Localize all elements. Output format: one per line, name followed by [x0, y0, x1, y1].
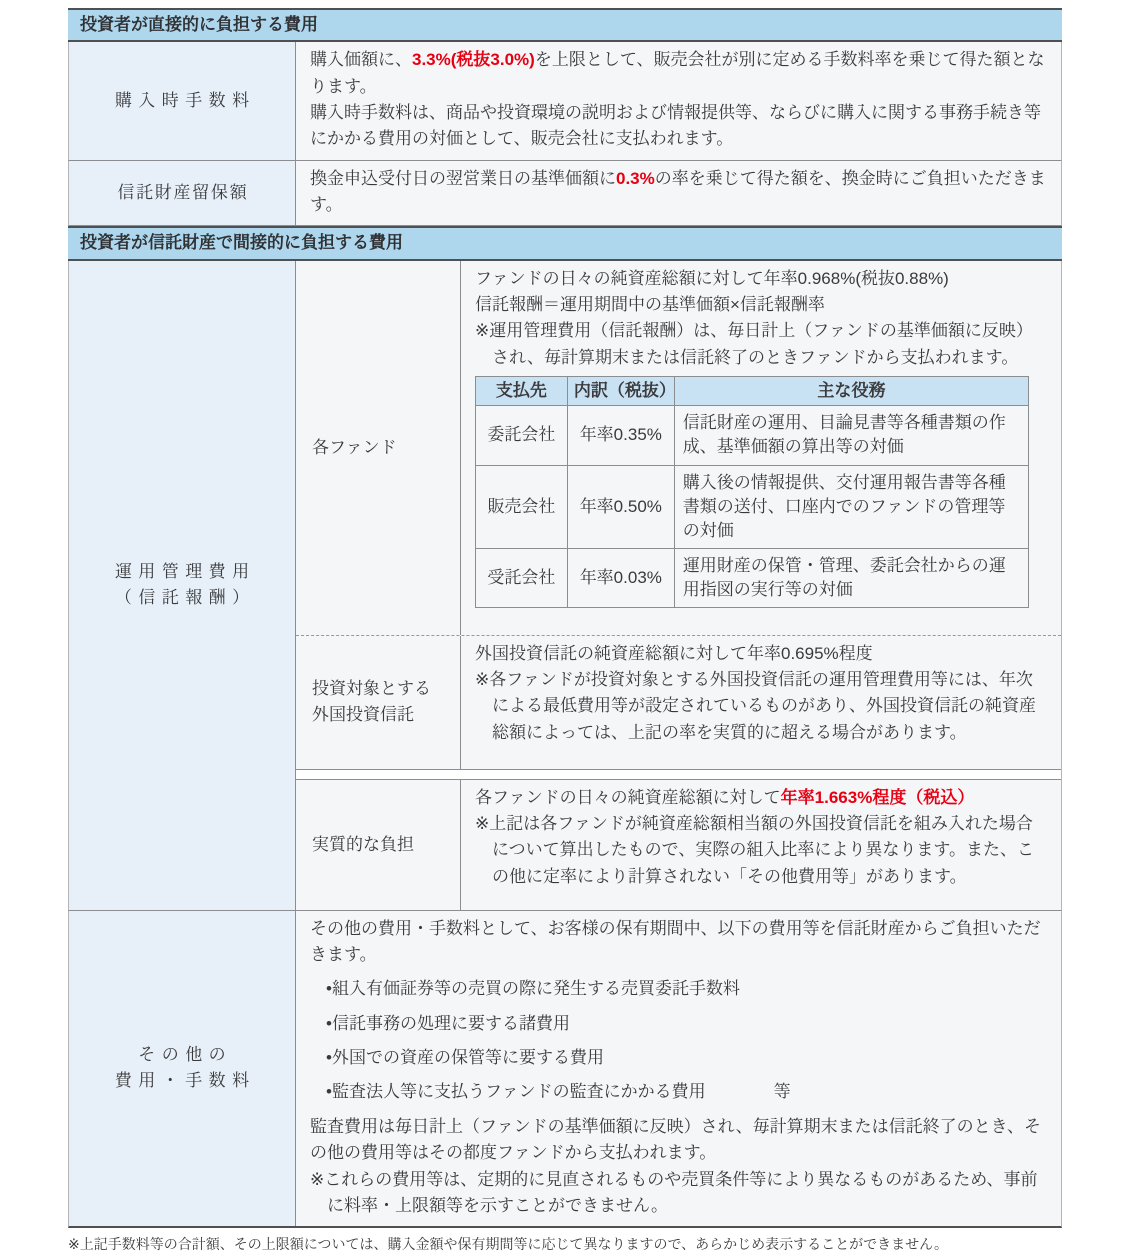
breakdown-header-payee: 支払先 [476, 377, 568, 406]
management-fee-detail-region [296, 261, 1061, 910]
breakdown-payee: 販売会社 [476, 465, 568, 548]
purchase-fee-rate-highlight: 3.3%(税抜3.0%) [412, 50, 535, 70]
effective-burden-label: 実質的な負担 [312, 834, 414, 854]
management-fee-label-line2: （信託報酬） [114, 588, 256, 608]
breakdown-payee: 受託会社 [476, 548, 568, 607]
other-fees-label-line2: 費用・手数料 [114, 1071, 256, 1091]
effective-burden-text: 各ファンドの日々の純資産総額に対して [475, 787, 781, 807]
breakdown-duty: 運用財産の保管・管理、委託会社からの運用指図の実行等の対価 [674, 548, 1028, 607]
other-fees-label-cell [69, 911, 296, 1226]
row-other-fees [68, 911, 1062, 1228]
effective-burden-label-cell [296, 780, 461, 910]
subrow-each-fund [296, 261, 1061, 635]
other-fees-intro: その他の費用・手数料として、お客様の保有期間中、以下の費用等を信託財産からご負担いただきます。 [310, 918, 1041, 965]
row-retention-amount [68, 161, 1062, 227]
retention-rate-highlight: 0.3% [616, 168, 655, 188]
purchase-fee-label-cell [69, 42, 296, 159]
table-footnote: ※上記手数料等の合計額、その上限額については、購入金額や保有期間等に応じて異なりますので、あらかじめ表示することができません。 [68, 1236, 949, 1253]
breakdown-rate: 年率0.03% [567, 548, 674, 607]
list-item: •信託事務の処理に要する諸費用 [326, 1013, 570, 1033]
breakdown-duty: 信託財産の運用、目論見書等各種書類の作成、基準価額の算出等の対価 [674, 406, 1028, 465]
breakdown-payee: 委託会社 [476, 406, 568, 465]
row-management-fee [68, 261, 1062, 911]
each-fund-line1: ファンドの日々の純資産総額に対して年率0.968%(税抜0.88%) [475, 268, 949, 288]
each-fund-label: 各ファンド [312, 437, 397, 457]
retention-text: の率を乗じて得た額を、換金時にご負担いただきます。 [310, 168, 1046, 215]
other-fees-content [296, 911, 1061, 1226]
other-fees-label-line1: その他の [138, 1045, 233, 1065]
table-row [476, 548, 1029, 607]
fee-breakdown-table [475, 376, 1029, 608]
subrow-effective-burden [296, 780, 1061, 910]
retention-paragraph [310, 166, 1047, 219]
purchase-fee-content [296, 42, 1061, 159]
table-row [476, 406, 1029, 465]
foreign-trust-label-cell [296, 636, 461, 769]
breakdown-header-duty: 主な役務 [674, 377, 1028, 406]
list-item: •外国での資産の保管等に要する費用 [326, 1048, 604, 1068]
purchase-fee-label: 購入時手数料 [114, 90, 256, 110]
retention-label: 信託財産留保額 [117, 182, 249, 202]
purchase-fee-text: 購入価額に、 [310, 50, 412, 70]
management-fee-label-line1: 運用管理費用 [114, 561, 256, 581]
effective-burden-content [461, 780, 1061, 910]
foreign-trust-content [461, 636, 1061, 769]
foreign-trust-line1: 外国投資信託の純資産総額に対して年率0.695%程度 [475, 643, 873, 663]
purchase-fee-paragraph-2: 購入時手数料は、商品や投資環境の説明および情報提供等、ならびに購入に関する事務手続き等にかかる費用の対価として、販売会社に支払われます。 [310, 103, 1041, 149]
purchase-fee-paragraph-1 [310, 47, 1047, 100]
section-header-direct-costs: 投資者が直接的に負担する費用 [68, 8, 1062, 42]
each-fund-label-cell [296, 261, 461, 635]
effective-burden-line1 [475, 785, 1047, 811]
retention-text: 換金申込受付日の翌営業日の基準価額に [310, 168, 616, 188]
double-line-divider [296, 769, 1061, 780]
breakdown-header-row [476, 377, 1029, 406]
retention-label-cell [69, 161, 296, 226]
each-fund-note: ※運用管理費用（信託報酬）は、毎日計上（ファンドの基準価額に反映）され、毎計算期末または信託終了のときファンドから支払われます。 [475, 321, 1033, 367]
other-fees-note: ※これらの費用等は、定期的に見直されるものや売買条件等により異なるものがあるため、事前に料率・上限額等を示すことができません。 [310, 1169, 1038, 1215]
foreign-trust-label-line2: 外国投資信託 [312, 705, 414, 725]
breakdown-duty: 購入後の情報提供、交付運用報告書等各種書類の送付、口座内でのファンドの管理等の対価 [674, 465, 1028, 548]
foreign-trust-label-line1: 投資対象とする [312, 678, 431, 698]
breakdown-rate: 年率0.50% [567, 465, 674, 548]
breakdown-header-rate: 内訳（税抜） [567, 377, 674, 406]
subrow-foreign-trust [296, 636, 1061, 769]
breakdown-rate: 年率0.35% [567, 406, 674, 465]
foreign-trust-note: ※各ファンドが投資対象とする外国投資信託の運用管理費用等には、年次による最低費用等が設定されているものがあり、外国投資信託の純資産総額によっては、上記の率を実質的に超える場合があります。 [475, 670, 1036, 742]
effective-burden-rate-highlight: 年率1.663%程度（税込） [780, 787, 975, 807]
section-header-indirect-costs: 投資者が信託財産で間接的に負担する費用 [68, 226, 1062, 260]
fee-document-page [0, 8, 1130, 1255]
list-item: •組入有価証券等の売買の際に発生する売買委託手数料 [326, 979, 740, 999]
other-fees-audit-text: 監査費用は毎日計上（ファンドの基準価額に反映）され、毎計算期末または信託終了のとき、その他の費用等はその都度ファンドから支払われます。 [310, 1116, 1041, 1163]
purchase-fee-text: を上限として、販売会社が別に定める手数料率を乗じて得た額となります。 [310, 50, 1045, 96]
retention-content [296, 161, 1061, 226]
fee-table [68, 8, 1062, 1255]
effective-burden-note: ※上記は各ファンドが純資産総額相当額の外国投資信託を組み入れた場合について算出したもので、実際の組入比率により異なります。また、この他に定率により計算されない「その他費用等」があります。 [475, 814, 1034, 886]
table-row [476, 465, 1029, 548]
list-item: •監査法人等に支払うファンドの監査にかかる費用 等 [326, 1082, 791, 1102]
each-fund-content [461, 261, 1061, 635]
each-fund-line2: 信託報酬＝運用期間中の基準価額×信託報酬率 [475, 295, 825, 315]
management-fee-label-cell [69, 261, 296, 910]
row-purchase-fee [68, 42, 1062, 160]
